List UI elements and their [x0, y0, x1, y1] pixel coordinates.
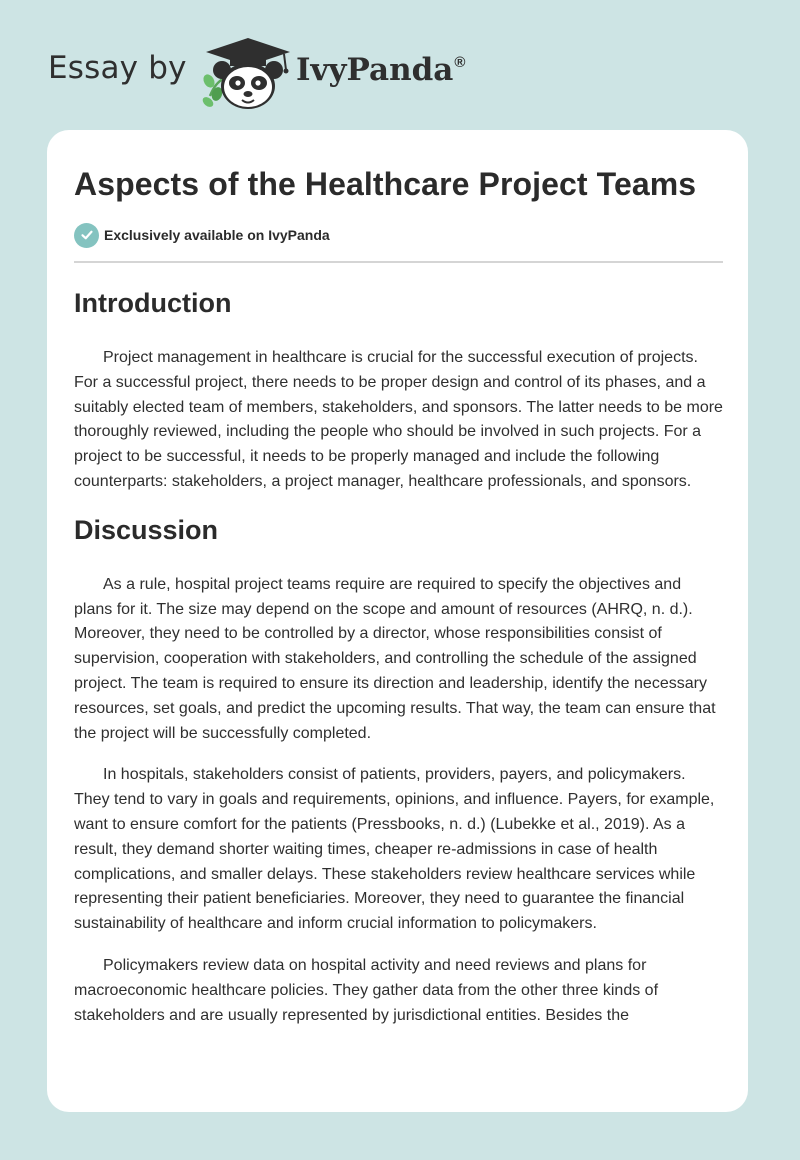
section-heading-discussion: Discussion	[74, 514, 219, 545]
exclusive-badge-label: Exclusively available on IvyPanda	[104, 227, 330, 243]
section-heading-introduction: Introduction	[74, 288, 232, 318]
essay-content	[74, 160, 723, 1028]
registered-mark: ®	[454, 54, 466, 71]
essay-by-label: Essay by	[48, 50, 187, 86]
paragraph: Project management in healthcare is crucial for the successful execution of projects. For a successful project, there needs to be proper design and control of its phases, and a suitably elected team of members, stakeholders, and sponsors. The latter needs to be more thoroughly reviewed, including the people who should be involved in such projects. For a project to be successful, it needs to be properly managed and include the following counterparts: stakeholders, a project manager, healthcare professionals, and sponsors.	[74, 349, 723, 490]
brand-name[interactable]	[296, 52, 465, 88]
page-title: Aspects of the Healthcare Project Teams	[74, 166, 697, 202]
site-header	[0, 0, 800, 130]
panda-graduate-icon[interactable]	[200, 36, 296, 110]
title-divider	[74, 261, 723, 263]
brand-wordmark: IvyPanda	[296, 52, 454, 88]
paragraph: Policymakers review data on hospital activity and need reviews and plans for macroeconomic healthcare policies. They gather data from the other three kinds of stakeholders and are usually represented by jurisdictional entities. Besides the	[74, 956, 659, 1024]
paragraph: As a rule, hospital project teams require are required to specify the objectives and plans for it. The size may depend on the scope and amount of resources (AHRQ, n. d.). Moreover, they need to be controlled by a director, whose responsibilities consist of supervision, cooperation with stakeholders, and controlling the schedule of the assigned project. The team is required to ensure its direction and leadership, identify the necessary resources, set goals, and predict the upcoming results. That way, the team can ensure that the project will be successfully completed.	[74, 575, 716, 742]
essay-card	[47, 130, 748, 1112]
check-circle-icon	[74, 223, 99, 248]
exclusive-badge	[74, 220, 723, 250]
paragraph: In hospitals, stakeholders consist of patients, providers, payers, and policymakers. They tend to vary in goals and requirements, opinions, and influence. Payers, for example, want to ensure comfort for the patients (Pressbooks, n. d.) (Lubekke et al., 2019). As a result, they demand shorter waiting times, cheaper re-admissions in case of health complications, and smaller delays. These stakeholders review healthcare services while representing their patient beneficiaries. Moreover, they need to guarantee the financial sustainability of healthcare and inform crucial information to policymakers.	[74, 766, 715, 933]
